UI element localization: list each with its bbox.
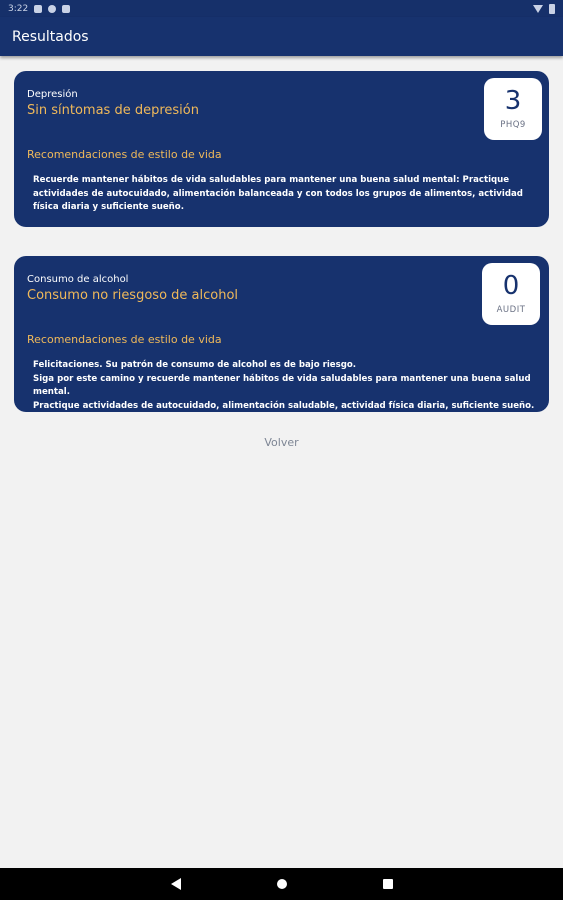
score-value: 0 xyxy=(502,271,520,301)
status-left xyxy=(8,4,70,14)
sim-icon xyxy=(34,5,42,13)
recommendation-title: Recomendaciones de estilo de vida xyxy=(27,148,222,161)
score-label: PHQ9 xyxy=(500,120,526,130)
wifi-icon xyxy=(533,5,543,13)
score-label: AUDIT xyxy=(496,305,526,315)
card-category: Consumo de alcohol xyxy=(27,274,129,285)
app-bar xyxy=(0,17,563,56)
recommendation-text xyxy=(33,359,538,413)
recommendation-line: Practique actividades de autocuidado, alimentación saludable, actividad física diaria, suficiente sueño. xyxy=(33,400,535,411)
status-right xyxy=(533,4,555,14)
nav-recents-icon[interactable] xyxy=(383,879,393,889)
battery-icon xyxy=(549,4,555,14)
nav-home-icon[interactable] xyxy=(277,879,287,889)
score-badge xyxy=(482,263,540,325)
page-title: Resultados xyxy=(12,28,89,45)
card-category: Depresión xyxy=(27,89,78,100)
card-result: Sin síntomas de depresión xyxy=(27,103,199,118)
status-time: 3:22 xyxy=(8,3,29,14)
card-result: Consumo no riesgoso de alcohol xyxy=(27,288,239,303)
recommendation-text: Recuerde mantener hábitos de vida saludables para mantener una buena salud mental: Practique actividades de autocuidado, alimentación balanceada y con todos los grupos de alimentos, actividad física diaria y suficiente sueño. xyxy=(33,175,523,212)
nav-back-icon[interactable] xyxy=(171,878,181,890)
recommendation-title: Recomendaciones de estilo de vida xyxy=(27,333,222,346)
score-badge xyxy=(484,78,542,140)
system-nav-bar xyxy=(0,868,563,900)
result-card-depression xyxy=(14,71,549,227)
recommendation-line: Felicitaciones. Su patrón de consumo de alcohol es de bajo riesgo. xyxy=(33,360,357,370)
back-button[interactable]: Volver xyxy=(264,436,299,449)
status-bar xyxy=(0,0,563,17)
gallery-icon xyxy=(62,5,70,13)
recommendation-line: Siga por este camino y recuerde mantener hábitos de vida saludables para mantener una buena salud mental. xyxy=(33,373,531,397)
result-card-alcohol xyxy=(14,256,549,412)
score-value: 3 xyxy=(504,86,522,116)
data-saver-icon xyxy=(48,5,56,13)
